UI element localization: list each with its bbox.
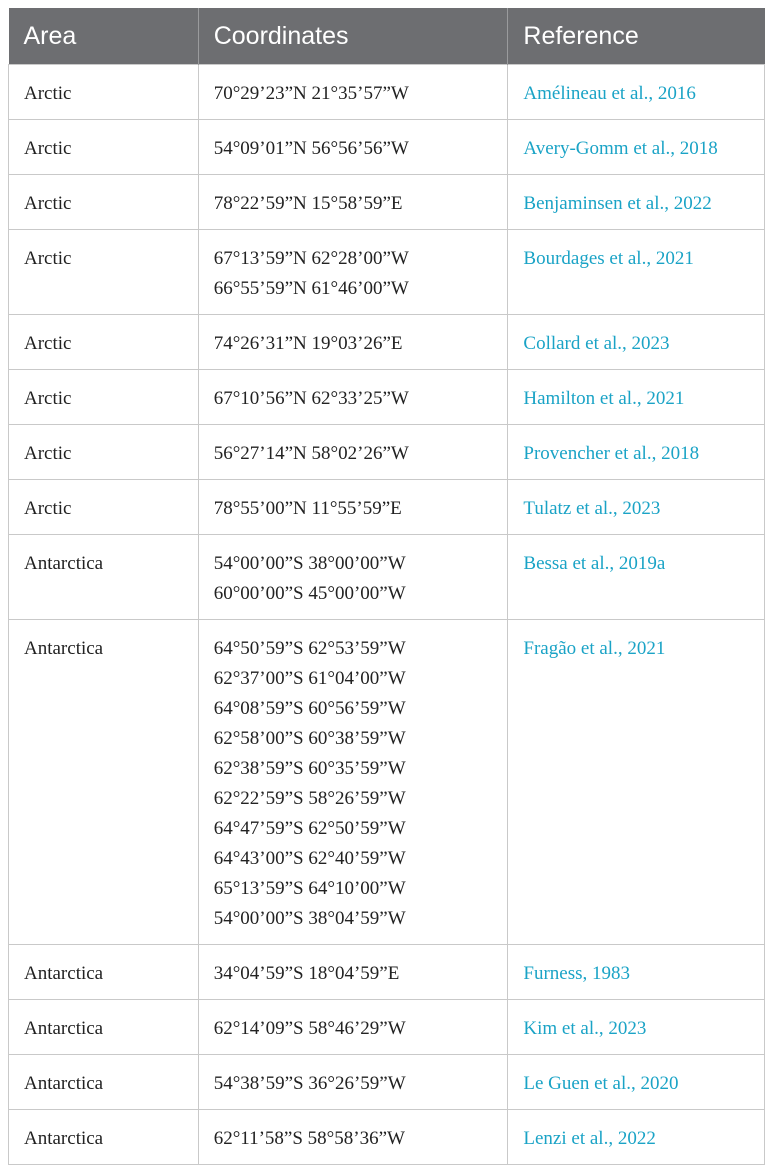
coordinates-cell xyxy=(198,370,508,425)
coordinate-line: 70°29’23”N 21°35’57”W xyxy=(213,83,409,104)
coordinate-line: 54°09’01”N 56°56’56”W xyxy=(213,138,409,159)
coordinate-line: 34°04’59”S 18°04’59”E xyxy=(213,963,400,984)
reference-link[interactable]: Amélineau et al., 2016 xyxy=(508,65,765,120)
coordinates-cell xyxy=(198,1000,508,1055)
coordinates-cell xyxy=(198,1110,508,1165)
area-cell: Antarctica xyxy=(9,1110,199,1165)
coordinates-cell xyxy=(198,65,508,120)
table-row xyxy=(9,480,765,535)
header-reference: Reference xyxy=(508,8,765,65)
reference-link[interactable]: Kim et al., 2023 xyxy=(508,1000,765,1055)
area-cell: Arctic xyxy=(9,315,199,370)
table-row xyxy=(9,620,765,945)
coordinate-line: 62°22’59”S 58°26’59”W xyxy=(213,788,406,809)
coordinate-line: 60°00’00”S 45°00’00”W xyxy=(213,583,406,604)
coordinate-line: 54°38’59”S 36°26’59”W xyxy=(213,1073,406,1094)
coordinates-cell xyxy=(198,425,508,480)
table-row xyxy=(9,175,765,230)
area-cell: Arctic xyxy=(9,425,199,480)
reference-link[interactable]: Fragão et al., 2021 xyxy=(508,620,765,945)
coordinates-cell xyxy=(198,315,508,370)
table-row xyxy=(9,120,765,175)
coordinate-line: 62°38’59”S 60°35’59”W xyxy=(213,758,406,779)
coordinate-line: 56°27’14”N 58°02’26”W xyxy=(213,443,409,464)
area-cell: Arctic xyxy=(9,480,199,535)
reference-link[interactable]: Tulatz et al., 2023 xyxy=(508,480,765,535)
header-coordinates: Coordinates xyxy=(198,8,508,65)
coordinate-line: 74°26’31”N 19°03’26”E xyxy=(213,333,403,354)
area-cell: Arctic xyxy=(9,175,199,230)
table-row xyxy=(9,315,765,370)
reference-link[interactable]: Furness, 1983 xyxy=(508,945,765,1000)
coordinate-line: 66°55’59”N 61°46’00”W xyxy=(213,278,409,299)
reference-link[interactable]: Benjaminsen et al., 2022 xyxy=(508,175,765,230)
coordinates-cell xyxy=(198,945,508,1000)
table-header xyxy=(9,8,765,65)
coordinate-line: 62°58’00”S 60°38’59”W xyxy=(213,728,406,749)
area-cell: Arctic xyxy=(9,230,199,315)
coordinate-line: 64°08’59”S 60°56’59”W xyxy=(213,698,406,719)
coordinate-line: 62°37’00”S 61°04’00”W xyxy=(213,668,406,689)
area-cell: Antarctica xyxy=(9,945,199,1000)
table-row xyxy=(9,1000,765,1055)
coordinate-line: 54°00’00”S 38°04’59”W xyxy=(213,908,406,929)
table-row xyxy=(9,370,765,425)
area-cell: Arctic xyxy=(9,120,199,175)
coordinates-cell xyxy=(198,535,508,620)
coordinate-line: 78°55’00”N 11°55’59”E xyxy=(213,498,402,519)
header-row xyxy=(9,8,765,65)
area-cell: Antarctica xyxy=(9,1055,199,1110)
table-row xyxy=(9,1110,765,1165)
reference-link[interactable]: Lenzi et al., 2022 xyxy=(508,1110,765,1165)
table-body xyxy=(9,65,765,1165)
coordinate-line: 54°00’00”S 38°00’00”W xyxy=(213,553,406,574)
area-cell: Antarctica xyxy=(9,535,199,620)
coordinate-line: 64°47’59”S 62°50’59”W xyxy=(213,818,406,839)
coordinate-line: 67°10’56”N 62°33’25”W xyxy=(213,388,409,409)
header-area: Area xyxy=(9,8,199,65)
table-row xyxy=(9,1055,765,1110)
coordinates-cell xyxy=(198,230,508,315)
coordinates-cell xyxy=(198,175,508,230)
coordinate-line: 67°13’59”N 62°28’00”W xyxy=(213,248,409,269)
coordinates-cell xyxy=(198,480,508,535)
coordinate-line: 65°13’59”S 64°10’00”W xyxy=(213,878,406,899)
coordinate-line: 64°43’00”S 62°40’59”W xyxy=(213,848,406,869)
area-cell: Antarctica xyxy=(9,1000,199,1055)
reference-link[interactable]: Bourdages et al., 2021 xyxy=(508,230,765,315)
table-row xyxy=(9,535,765,620)
reference-link[interactable]: Bessa et al., 2019a xyxy=(508,535,765,620)
area-cell: Arctic xyxy=(9,370,199,425)
table-row xyxy=(9,230,765,315)
coordinates-table xyxy=(8,8,765,1165)
coordinate-line: 64°50’59”S 62°53’59”W xyxy=(213,638,406,659)
area-cell: Arctic xyxy=(9,65,199,120)
coordinates-cell xyxy=(198,620,508,945)
coordinate-line: 62°11’58”S 58°58’36”W xyxy=(213,1128,405,1149)
coordinate-line: 62°14’09”S 58°46’29”W xyxy=(213,1018,406,1039)
coordinates-cell xyxy=(198,120,508,175)
reference-link[interactable]: Avery-Gomm et al., 2018 xyxy=(508,120,765,175)
reference-link[interactable]: Le Guen et al., 2020 xyxy=(508,1055,765,1110)
reference-link[interactable]: Collard et al., 2023 xyxy=(508,315,765,370)
coordinates-cell xyxy=(198,1055,508,1110)
reference-link[interactable]: Provencher et al., 2018 xyxy=(508,425,765,480)
table-row xyxy=(9,65,765,120)
reference-link[interactable]: Hamilton et al., 2021 xyxy=(508,370,765,425)
table-row xyxy=(9,425,765,480)
area-cell: Antarctica xyxy=(9,620,199,945)
coordinate-line: 78°22’59”N 15°58’59”E xyxy=(213,193,403,214)
table-row xyxy=(9,945,765,1000)
